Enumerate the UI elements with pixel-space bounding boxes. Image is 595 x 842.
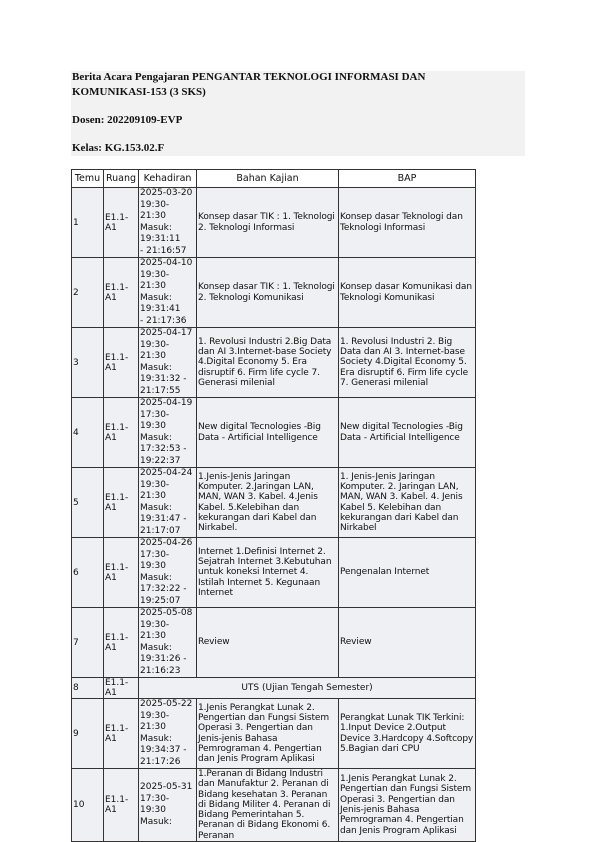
teaching-report: Konsep dasar Teknologi dan Teknologi Informasi <box>339 188 476 258</box>
room-code: E1.1-A1 <box>104 328 139 398</box>
room-code: E1.1-A1 <box>104 258 139 328</box>
attendance-line: 21:17:07 <box>140 525 181 536</box>
study-material: New digital Tecnologies -Big Data - Artificial Intelligence <box>197 398 339 468</box>
attendance-cell <box>139 699 197 769</box>
teaching-report: 1. Jenis-Jenis Jaringan Komputer. 2. Jaringan LAN, MAN, WAN 3. Kabel. 4. Jenis Kabel 5. Kelebihan dan kekurangan dari Kabel dan Nirkabel <box>339 468 476 538</box>
column-header-bap: BAP <box>339 170 476 188</box>
room-code: E1.1-A1 <box>104 398 139 468</box>
attendance-line: 2025-04-17 <box>140 328 193 338</box>
attendance-cell <box>139 769 197 842</box>
table-row <box>72 699 476 769</box>
attendance-line: 17:30-19:30 <box>140 793 170 816</box>
meeting-number: 1 <box>72 188 104 258</box>
attendance-line: 17:32:22 - <box>140 584 187 594</box>
attendance-line: 19:30-21:30 <box>140 199 170 221</box>
meeting-number: 4 <box>72 398 104 468</box>
study-material: 1.Jenis-Jenis Jaringan Komputer. 2.Jaringan LAN, MAN, WAN 3. Kabel. 4.Jenis Kabel. 5.Kelebihan dan kekurangan dari Kabel dan Nirkabel. <box>197 468 339 538</box>
study-material: Konsep dasar TIK : 1. Teknologi 2. Teknologi Komunikasi <box>197 258 339 328</box>
attendance-line: Masuk: <box>140 502 172 513</box>
room-code: E1.1-A1 <box>104 468 139 538</box>
attendance-line: 19:31:32 - <box>140 374 187 384</box>
room-code: E1.1-A1 <box>104 769 139 842</box>
table-row <box>72 328 476 398</box>
attendance-line: - 21:17:36 <box>140 315 187 326</box>
table-row <box>72 608 476 678</box>
attendance-cell <box>139 468 197 538</box>
room-code: E1.1-A1 <box>104 699 139 769</box>
attendance-line: Masuk: 19:31:11 <box>140 222 181 244</box>
attendance-cell <box>139 328 197 398</box>
attendance-line: Masuk: <box>140 733 172 744</box>
attendance-cell <box>139 258 197 328</box>
attendance-line: 17:30-19:30 <box>140 409 170 431</box>
teaching-report: Review <box>339 608 476 678</box>
attendance-line: 2025-04-10 <box>140 258 193 268</box>
column-header-ruang: Ruang <box>104 170 139 188</box>
meeting-number: 6 <box>72 538 104 608</box>
attendance-line: 2025-05-31 <box>140 782 193 793</box>
attendance-line: Masuk: <box>140 362 172 373</box>
class-label: Kelas: KG.153.02.F <box>72 142 165 154</box>
room-code: E1.1-A1 <box>104 678 139 699</box>
attendance-line: 19:25:07 <box>140 595 181 606</box>
table-row <box>72 258 476 328</box>
meeting-number: 2 <box>72 258 104 328</box>
table-row <box>72 468 476 538</box>
table-row <box>72 538 476 608</box>
attendance-line: 2025-03-20 <box>140 188 193 198</box>
study-material: 1.Jenis Perangkat Lunak 2. Pengertian dan Fungsi Sistem Operasi 3. Pengertian dan Jenis-jenis Bahasa Pemrograman 4. Pengertian dan Jenis Program Aplikasi <box>197 699 339 769</box>
meeting-number: 8 <box>72 678 104 699</box>
attendance-line: 21:17:26 <box>140 756 181 767</box>
column-header-bahan-kajian: Bahan Kajian <box>197 170 339 188</box>
teaching-report: 1. Revolusi Industri 2. Big Data dan AI 3. Internet-base Society 4.Digital Economy 5. Era disruptif 6. Firm life cycle 7. Generasi milenial <box>339 328 476 398</box>
attendance-line: Masuk: <box>140 642 172 653</box>
attendance-line: 19:30-21:30 <box>140 619 170 641</box>
attendance-line: 17:30-19:30 <box>140 549 170 571</box>
study-material: Review <box>197 608 339 678</box>
exam-label: UTS (Ujian Tengah Semester) <box>139 678 476 699</box>
attendance-line: 19:30-21:30 <box>140 710 170 732</box>
attendance-line: - 21:16:57 <box>140 245 187 256</box>
study-material: Konsep dasar TIK : 1. Teknologi 2. Teknologi Informasi <box>197 188 339 258</box>
study-material: 1. Revolusi Industri 2.Big Data dan AI 3.Internet-base Society 4.Digital Economy 5. Era disruptif 6. Firm life cycle 7. Generasi milenial <box>197 328 339 398</box>
column-header-temu: Temu <box>72 170 104 188</box>
table-header-row <box>72 170 476 188</box>
meeting-number: 9 <box>72 699 104 769</box>
page-title-line-2: KOMUNIKASI-153 (3 SKS) <box>72 86 206 98</box>
table-row <box>72 398 476 468</box>
room-code: E1.1-A1 <box>104 188 139 258</box>
attendance-line: 2025-04-24 <box>140 468 193 478</box>
attendance-cell <box>139 608 197 678</box>
room-code: E1.1-A1 <box>104 538 139 608</box>
lecturer-label: Dosen: 202209109-EVP <box>72 114 183 126</box>
meeting-number: 5 <box>72 468 104 538</box>
meeting-number: 10 <box>72 769 104 842</box>
attendance-cell <box>139 398 197 468</box>
room-code: E1.1-A1 <box>104 608 139 678</box>
attendance-line: 17:32:53 - <box>140 444 187 454</box>
attendance-line: 19:31:47 - <box>140 514 187 524</box>
attendance-cell <box>139 188 197 258</box>
meeting-number: 3 <box>72 328 104 398</box>
study-material: 1.Peranan di Bidang Industri dan Manufaktur 2. Peranan di Bidang kesehatan 3. Peranan di Bidang Militer 4. Peranan di Bidang Pemerintahan 5. Peranan di Bidang Ekonomi 6. Peranan <box>197 769 339 842</box>
teaching-report: 1.Jenis Perangkat Lunak 2. Pengertian dan Fungsi Sistem Operasi 3. Pengertian dan Jenis-jenis Bahasa Pemrograman 4. Pengertian dan Jenis Program Aplikasi <box>339 769 476 842</box>
page-title-line-1: Berita Acara Pengajaran PENGANTAR TEKNOLOGI INFORMASI DAN <box>72 71 426 83</box>
attendance-line: Masuk: <box>140 432 172 443</box>
attendance-line: 19:34:37 - <box>140 745 187 755</box>
attendance-line: 2025-04-26 <box>140 538 193 548</box>
meeting-number: 7 <box>72 608 104 678</box>
teaching-report: Perangkat Lunak TIK Terkini: 1.Input Device 2.Output Device 3.Hardcopy 4.Softcopy 5.Bagian dari CPU <box>339 699 476 769</box>
attendance-line: Masuk: <box>140 816 172 827</box>
table-row <box>72 188 476 258</box>
table-row <box>72 769 476 842</box>
teaching-report: New digital Tecnologies -Big Data - Artificial Intelligence <box>339 398 476 468</box>
attendance-line: Masuk: <box>140 572 172 583</box>
attendance-line: 2025-04-19 <box>140 398 193 408</box>
report-header <box>71 71 525 156</box>
attendance-line: 19:30-21:30 <box>140 479 170 501</box>
attendance-line: 21:17:55 <box>140 385 181 396</box>
table-row <box>72 678 476 699</box>
attendance-cell <box>139 538 197 608</box>
attendance-line: 19:30-21:30 <box>140 269 170 291</box>
teaching-report: Konsep dasar Komunikasi dan Teknologi Komunikasi <box>339 258 476 328</box>
attendance-line: 19:30-21:30 <box>140 339 170 361</box>
attendance-line: 2025-05-08 <box>140 608 193 618</box>
teaching-report: Pengenalan Internet <box>339 538 476 608</box>
teaching-record-table <box>71 169 476 842</box>
attendance-line: 19:31:26 - <box>140 654 187 664</box>
attendance-line: 21:16:23 <box>140 665 181 676</box>
attendance-line: 2025-05-22 <box>140 699 193 709</box>
attendance-line: Masuk: 19:31:41 <box>140 292 181 314</box>
column-header-kehadiran: Kehadiran <box>139 170 197 188</box>
study-material: Internet 1.Definisi Internet 2. Sejatrah Internet 3.Kebutuhan untuk koneksi Internet 4. Istilah Internet 5. Kegunaan Internet <box>197 538 339 608</box>
attendance-line: 19:22:37 <box>140 455 181 466</box>
